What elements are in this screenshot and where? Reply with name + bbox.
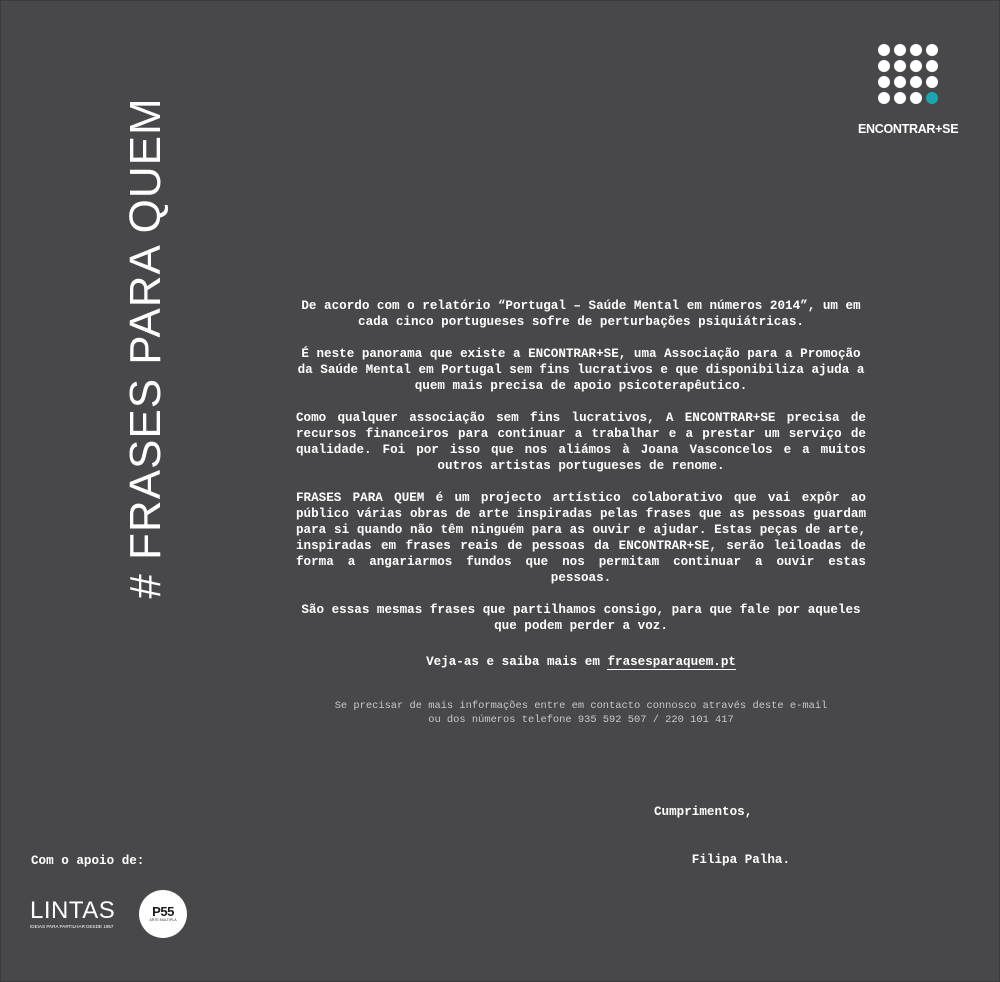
logo-dot <box>926 60 938 72</box>
email-body <box>296 298 866 686</box>
logo-dot <box>910 60 922 72</box>
paragraph-project: FRASES PARA QUEM é um projecto artístico colaborativo que vai expôr ao público várias obras de arte inspiradas pelas frases que as pessoas guardam para si quando não têm ninguém para as ouvir e ajudar. Estas peças de arte, inspiradas em frases reais de pessoas da ENCONTRAR+SE, serão leiloadas de forma a angariarmos fundos que nos permitam continuar a ouvir estas pessoas. <box>296 491 866 585</box>
logo-dot <box>878 76 890 88</box>
contact-info <box>296 699 866 727</box>
paragraph-share: São essas mesmas frases que partilhamos consigo, para que fale por aqueles que podem perder a voz. <box>301 603 861 633</box>
signoff-greeting: Cumprimentos, <box>654 805 753 819</box>
logo-dot <box>894 44 906 56</box>
logo-dot <box>894 76 906 88</box>
website-link[interactable]: frasesparaquem.pt <box>607 655 736 669</box>
paragraph-about: É neste panorama que existe a ENCONTRAR+SE, uma Associação para a Promoção da Saúde Mental em Portugal sem fins lucrativos e que disponibiliza ajuda a quem mais precisa de apoio psicoterapêutico. <box>297 347 865 393</box>
paragraph-funding: Como qualquer associação sem fins lucrativos, A ENCONTRAR+SE precisa de recursos financeiros para continuar a trabalhar e a prestar um serviço de qualidade. Foi por isso que nos aliámos à Joana Vasconcelos e a muitos outros artistas portugueses de renome. <box>296 411 866 473</box>
contact-line-1: Se precisar de mais informações entre em contacto connosco através deste e-mail <box>334 700 828 712</box>
logo-dot <box>910 44 922 56</box>
lintas-tagline: IDEIAS PARA PARTILHAR DESDE 1957 <box>30 924 114 929</box>
logo-dot <box>926 44 938 56</box>
contact-line-2: ou dos números telefone 935 592 507 / 220 101 417 <box>428 714 734 726</box>
logo-wordmark: ENCONTRAR+SE <box>858 122 959 136</box>
logo-dot <box>926 76 938 88</box>
support-label: Com o apoio de: <box>31 854 145 868</box>
signoff-name: Filipa Palha. <box>654 853 791 867</box>
logo-dot <box>878 44 890 56</box>
encontrar-se-logo <box>858 44 958 136</box>
vertical-title: # FRASES PARA QUEM <box>121 97 170 599</box>
logo-dot <box>910 76 922 88</box>
p55-subtitle: ARTE MULTIPLA <box>149 918 177 922</box>
signoff <box>654 772 790 884</box>
logo-dot <box>926 92 938 104</box>
logo-dot <box>894 60 906 72</box>
p55-mark: P55 <box>152 904 174 919</box>
lintas-logo <box>30 898 120 930</box>
p55-logo <box>139 890 187 938</box>
cta-prefix: Veja-as e saiba mais em <box>426 655 608 669</box>
paragraph-statistic: De acordo com o relatório “Portugal – Saúde Mental em números 2014”, um em cada cinco portugueses sofre de perturbações psiquiátricas. <box>301 299 861 329</box>
lintas-wordmark: LINTAS <box>30 897 116 924</box>
call-to-action <box>296 654 866 670</box>
logo-dot <box>894 92 906 104</box>
logo-dot <box>878 60 890 72</box>
logo-dot-grid <box>878 44 938 104</box>
logo-dot <box>878 92 890 104</box>
logo-dot <box>910 92 922 104</box>
